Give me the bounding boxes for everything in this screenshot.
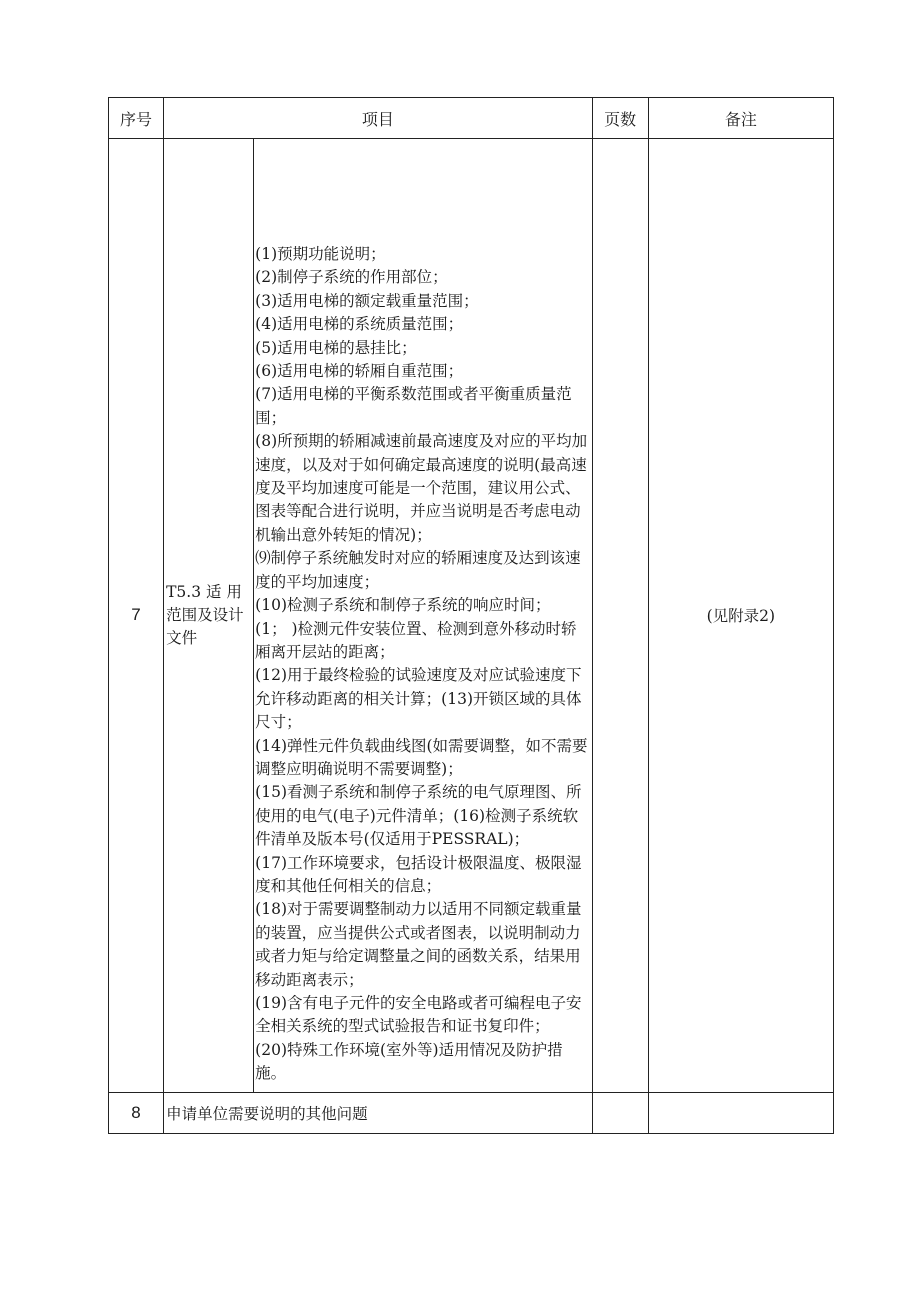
row8-item: 申请单位需要说明的其他问题 [164,1092,593,1133]
detail-item: (5)适用电梯的悬挂比； [255,338,417,357]
table-row-7 [109,139,834,1093]
row7-section: T5.3 适 用范围及设计文件 [164,139,254,1093]
header-seq: 序号 [109,98,164,139]
detail-item: (3)适用电梯的额定载重量范围； [255,291,479,310]
detail-item: ⑼制停子系统触发时对应的轿厢速度及达到该速度的平均加速度； [255,549,581,591]
detail-item: (2)制停子系统的作用部位； [255,268,448,287]
row7-pages [592,139,648,1093]
detail-item: (4)适用电梯的系统质量范围； [255,315,464,334]
detail-item: (10)检测子系统和制停子系统的响应时间； [255,596,551,615]
header-pages: 页数 [592,98,648,139]
row7-seq: 7 [109,139,164,1093]
detail-item: (14)弹性元件负载曲线图(如需要调整，如不需要调整应明确说明不需要调整)； [255,736,588,778]
table-row-8 [109,1092,834,1133]
detail-item: (15)看测子系统和制停子系统的电气原理图、所使用的电气(电子)元件清单；(16)检测子系统软件清单及版本号(仅适用于PESSRAL)； [255,783,582,849]
row7-remarks: (见附录2) [648,139,833,1093]
detail-item: (19)含有电子元件的安全电路或者可编程电子安全相关系统的型式试验报告和证书复印件； [255,994,582,1036]
detail-item: (17)工作环境要求，包括设计极限温度、极限湿度和其他任何相关的信息； [255,853,582,895]
detail-item: (20)特殊工作环境(室外等)适用情况及防护措施。 [255,1040,563,1083]
detail-item: (12)用于最终检验的试验速度及对应试验速度下允许移动距离的相关计算；(13)开锁区域的具体尺寸； [255,666,582,732]
header-remarks: 备注 [648,98,833,139]
row8-seq: 8 [109,1092,164,1133]
detail-item: (7)适用电梯的平衡系数范围或者平衡重质量范围； [255,385,572,427]
detail-item: (1)预期功能说明； [255,245,386,263]
document-table [108,97,834,1134]
row8-pages [592,1092,648,1133]
row8-remarks [648,1092,833,1133]
detail-item: (18)对于需要调整制动力以适用不同额定载重量的装置，应当提供公式或者图表，以说明制动力或者力矩与给定调整量之间的函数关系，结果用移动距离表示； [255,900,582,989]
detail-item: (6)适用电梯的轿厢自重范围； [255,362,464,381]
header-item: 项目 [164,98,593,139]
detail-item: (1； )检测元件安装位置、检测到意外移动时轿厢离开层站的距离； [255,619,577,661]
detail-item: (8)所预期的轿厢减速前最高速度及对应的平均加速度，以及对于如何确定最高速度的说明(最高速度及平均加速度可能是一个范围，建议用公式、图表等配合进行说明，并应当说明是否考虑电动机输出意外转矩的情况)； [255,432,588,544]
row7-detail-list [254,139,592,1093]
header-row [109,98,834,139]
